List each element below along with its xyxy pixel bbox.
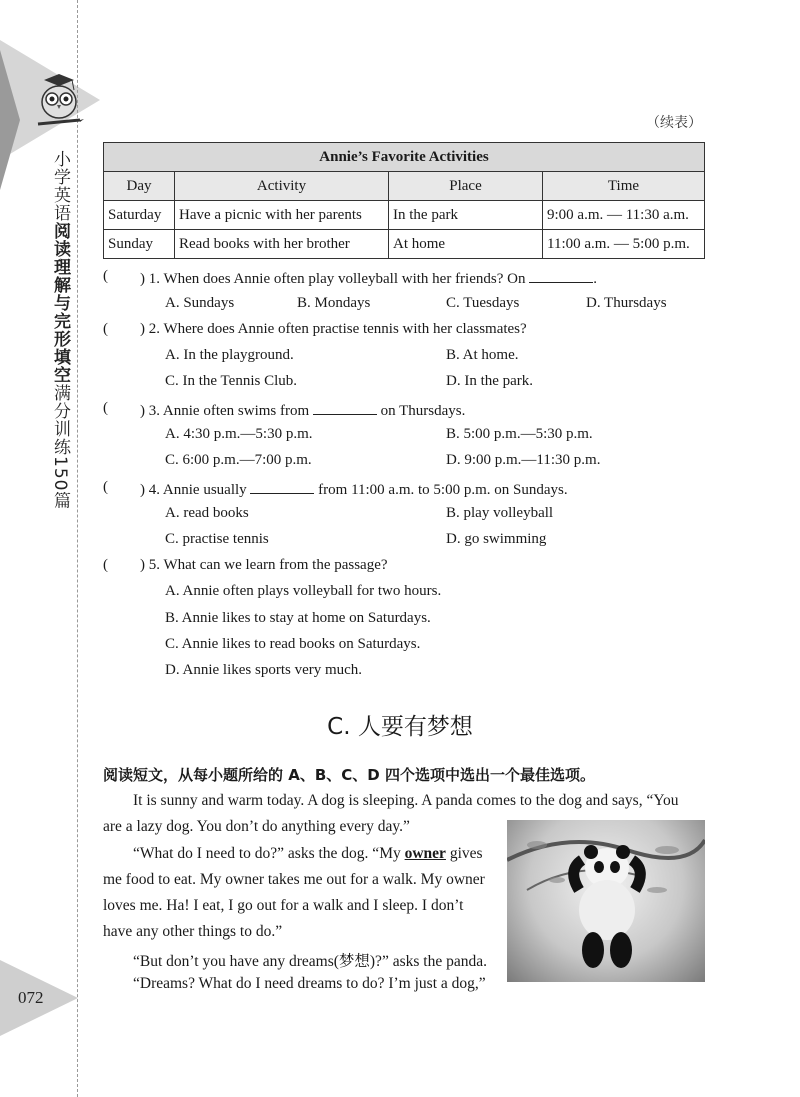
cell-time: 9:00 a.m. — 11:30 a.m. (543, 201, 705, 230)
question-3 (140, 400, 465, 420)
option-1d[interactable]: D. Thursdays (586, 295, 667, 311)
header-time: Time (543, 172, 705, 201)
passage-line: “But don’t you have any dreams(梦想)?” asks the panda. (133, 953, 487, 970)
option-5d[interactable]: D. Annie likes sports very much. (165, 662, 363, 678)
fill-blank[interactable] (529, 268, 593, 283)
binding-line (77, 0, 78, 1097)
question-3-end: on Thursdays. (376, 403, 466, 419)
section-title: C. 人要有梦想 (327, 714, 473, 740)
cell-activity: Have a picnic with her parents (175, 201, 389, 230)
header-day: Day (104, 172, 175, 201)
owl-mascot-icon (34, 72, 84, 132)
question-4-end: from 11:00 a.m. to 5:00 p.m. on Sundays. (314, 482, 568, 498)
option-3c[interactable]: C. 6:00 p.m.—7:00 p.m. (165, 452, 312, 468)
page-number: 072 (18, 988, 44, 1007)
option-2c[interactable]: C. In the Tennis Club. (165, 373, 298, 389)
passage-line: “Dreams? What do I need dreams to do? I’m just a dog,” (133, 975, 486, 992)
keyword-owner: owner (404, 845, 446, 862)
table-title: Annie’s Favorite Activities (104, 143, 705, 172)
question-3-stem: ) 3. Annie often swims from (140, 403, 313, 419)
question-1-stem: ) 1. When does Annie often play volleyball with her friends? On (140, 271, 530, 287)
header-activity: Activity (175, 172, 389, 201)
sidebar-accent (0, 50, 20, 190)
answer-bracket[interactable]: ( (103, 400, 108, 416)
table-row (104, 201, 705, 230)
cell-activity: Read books with her brother (175, 230, 389, 259)
header-place: Place (389, 172, 543, 201)
table-row (104, 230, 705, 259)
book-title (48, 150, 70, 509)
option-5c[interactable]: C. Annie likes to read books on Saturdays. (165, 636, 421, 652)
panda-illustration (507, 820, 705, 982)
question-4 (140, 479, 568, 499)
cell-day: Saturday (104, 201, 175, 230)
option-1c[interactable]: C. Tuesdays (446, 295, 520, 311)
question-4-stem: ) 4. Annie usually (140, 482, 251, 498)
passage-line (133, 845, 483, 863)
option-3d[interactable]: D. 9:00 p.m.—11:30 p.m. (446, 452, 601, 468)
answer-bracket[interactable]: ( (103, 479, 108, 495)
option-3b[interactable]: B. 5:00 p.m.—5:30 p.m. (446, 426, 593, 442)
cell-day: Sunday (104, 230, 175, 259)
option-3a[interactable]: A. 4:30 p.m.—5:30 p.m. (165, 426, 313, 442)
activities-table (103, 142, 705, 259)
fill-blank[interactable] (250, 479, 314, 494)
passage-line: are a lazy dog. You don’t do anything every day.” (103, 818, 410, 835)
instruction: 阅读短文，从每小题所给的 A、B、C、D 四个选项中选出一个最佳选项。 (103, 766, 595, 784)
passage-line: loves me. Ha! I eat, I go out for a walk and I sleep. I don’t (103, 897, 464, 914)
passage-line: me food to eat. My owner takes me out for a walk. My owner (103, 871, 485, 888)
option-1a[interactable]: A. Sundays (165, 295, 235, 311)
continued-label: （续表） (646, 115, 702, 131)
option-5b[interactable]: B. Annie likes to stay at home on Saturdays. (165, 610, 431, 626)
option-4d[interactable]: D. go swimming (446, 531, 547, 547)
option-5a[interactable]: A. Annie often plays volleyball for two hours. (165, 583, 442, 599)
option-4c[interactable]: C. practise tennis (165, 531, 269, 547)
option-1b[interactable]: B. Mondays (297, 295, 371, 311)
question-1 (140, 268, 597, 288)
answer-bracket[interactable]: ( (103, 268, 108, 284)
cell-time: 11:00 a.m. — 5:00 p.m. (543, 230, 705, 259)
option-2a[interactable]: A. In the playground. (165, 347, 294, 363)
cell-place: At home (389, 230, 543, 259)
answer-bracket[interactable]: ( (103, 557, 108, 573)
option-2d[interactable]: D. In the park. (446, 373, 534, 389)
book-title-plain: 小学英语 (50, 150, 70, 222)
cell-place: In the park (389, 201, 543, 230)
question-5: ) 5. What can we learn from the passage? (140, 557, 388, 573)
passage-line: It is sunny and warm today. A dog is sleeping. A panda comes to the dog and says, “You (133, 792, 679, 809)
passage-line: have any other things to do.” (103, 923, 283, 940)
book-title-bold: 阅读理解与完形填空 (50, 222, 70, 384)
passage-text: gives (445, 845, 483, 862)
option-4b[interactable]: B. play volleyball (446, 505, 554, 521)
book-title-tail: 满分训练150篇 (50, 384, 70, 510)
panda-photo (507, 820, 705, 982)
option-4a[interactable]: A. read books (165, 505, 249, 521)
question-2: ) 2. Where does Annie often practise tennis with her classmates? (140, 321, 527, 337)
option-2b[interactable]: B. At home. (446, 347, 519, 363)
fill-blank[interactable] (313, 400, 377, 415)
passage-text: “What do I need to do?” asks the dog. “My (133, 845, 405, 862)
answer-bracket[interactable]: ( (103, 321, 108, 337)
question-1-end: . (593, 271, 597, 287)
